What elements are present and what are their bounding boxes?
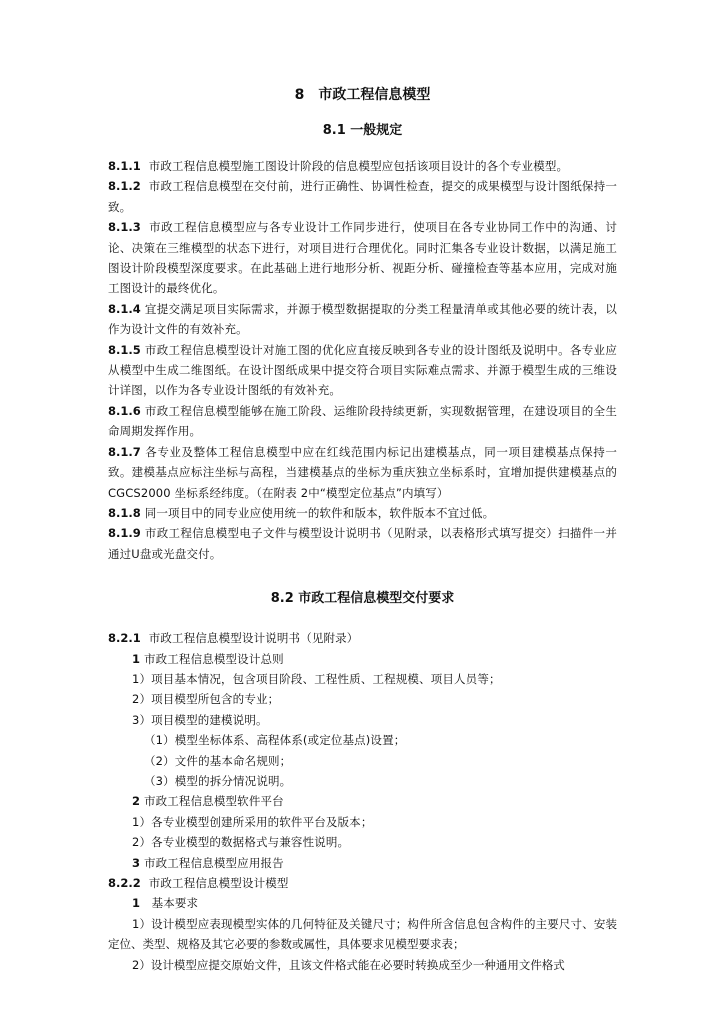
- clause-number: 8.1.8: [108, 505, 141, 520]
- clause-8-1-5: [108, 340, 617, 401]
- list-item: 2）设计模型应提交原始文件，且该文件格式能在必要时转换成至少一种通用文件格式: [132, 957, 565, 972]
- subclause-number: 1: [132, 896, 141, 911]
- subclause-text: 市政工程信息模型应用报告: [143, 855, 284, 870]
- clause-8-1-2: [108, 176, 617, 217]
- subclause-number: 2: [132, 794, 141, 809]
- clause-number: 8.2.2: [108, 876, 141, 890]
- clause-8-2-2: [108, 873, 617, 975]
- clause-8-1-1: [108, 156, 617, 176]
- clause-8-1-3: [108, 217, 617, 299]
- clause-number: 8.1.9: [108, 526, 141, 541]
- clause-text: 各专业及整体工程信息模型中应在红线范围内标记出建模基点，同一项目建模基点保持一致。建模基点应标注坐标与高程，当建模基点的坐标为重庆独立坐标系时，宜增加提供建模基点的CGCS2000 坐标系经纬度。（在附表 2中“模型定位基点”内填写）: [108, 444, 617, 500]
- clause-number: 8.1.2: [108, 179, 141, 194]
- subclause-title: [108, 893, 617, 913]
- subclause-text: 市政工程信息模型设计总则: [143, 651, 284, 666]
- clause-text: 宜提交满足项目实际需求，并源于模型数据提取的分类工程量清单或其他必要的统计表，以作为设计文件的有效补充。: [108, 301, 617, 337]
- subclause-text: 市政工程信息模型软件平台: [143, 794, 284, 809]
- list-subitem: （2）文件的基本命名规则；: [144, 753, 292, 768]
- clause-8-2-2-title: [108, 873, 617, 893]
- clause-8-2-1-title: [108, 628, 617, 648]
- clause-number: 8.1.4: [108, 301, 141, 316]
- subclause-text: 基本要求: [151, 896, 199, 911]
- section-heading-8-2: 8.2 市政工程信息模型交付要求: [270, 591, 455, 607]
- subclause-number: 1: [132, 651, 141, 666]
- clause-text: 市政工程信息模型施工图设计阶段的信息模型应包括该项目设计的各个专业模型。: [148, 159, 569, 173]
- subclause-title: [108, 791, 617, 811]
- clause-text: 市政工程信息模型能够在施工阶段、运维阶段持续更新，实现数据管理，在建设项目的全生命周期发挥作用。: [108, 403, 617, 439]
- clause-8-1-4: [108, 299, 617, 340]
- clause-number: 8.1.5: [108, 342, 141, 357]
- list-item: 2）项目模型所包含的专业；: [132, 692, 280, 707]
- clause-number: 8.1.1: [108, 159, 141, 173]
- list-item: 3）项目模型的建模说明。: [132, 712, 268, 727]
- clause-text: 市政工程信息模型应与各专业设计工作同步进行，使项目在各专业协同工作中的沟通、讨论、决策在三维模型的状态下进行，对项目进行合理优化。同时汇集各专业设计数据，以满足施工图设计阶段模型深度要求。在此基础上进行地形分析、视距分析、碰撞检查等基本应用，完成对施工图设计的最终优化。: [108, 220, 617, 296]
- clause-text: 市政工程信息模型设计对施工图的优化应直接反映到各专业的设计图纸及说明中。各专业应从模型中生成二维图纸。在设计图纸成果中提交符合项目实际难点需求、并源于模型生成的三维设计详图，以作为各专业设计图纸的有效补充。: [108, 342, 617, 398]
- chapter-title: 8 市政工程信息模型: [294, 87, 431, 103]
- clause-8-1-6: [108, 401, 617, 442]
- clause-number: 8.1.6: [108, 403, 141, 418]
- clause-list-8-1: [108, 156, 617, 564]
- list-subitem: （1）模型坐标体系、高程体系(或定位基点)设置；: [144, 733, 406, 748]
- clause-number: 8.2.1: [108, 631, 141, 646]
- clause-8-1-8: [108, 503, 617, 523]
- clause-number: 8.1.3: [108, 220, 141, 235]
- clause-8-1-9: [108, 523, 617, 564]
- list-item: 2）各专业模型的数据格式与兼容性说明。: [132, 835, 350, 850]
- clause-text: 市政工程信息模型在交付前，进行正确性、协调性检查，提交的成果模型与设计图纸保持一致。: [108, 179, 617, 214]
- clause-number: 8.1.7: [108, 444, 141, 459]
- clause-text: 市政工程信息模型设计模型: [148, 876, 289, 890]
- section-heading-8-1: 8.1 一般规定: [322, 123, 403, 138]
- subclause-title: [108, 853, 617, 873]
- clause-text: 市政工程信息模型设计说明书（见附录）: [148, 631, 359, 646]
- subclause-number: 3: [132, 855, 141, 870]
- list-subitem: （3）模型的拆分情况说明。: [144, 773, 292, 788]
- list-item: 1）各专业模型创建所采用的软件平台及版本；: [132, 814, 373, 829]
- subclause-title: [108, 649, 617, 669]
- clause-8-2-1: [108, 628, 617, 873]
- clause-8-1-7: [108, 442, 617, 503]
- clause-text: 市政工程信息模型电子文件与模型设计说明书（见附录，以表格形式填写提交）扫描件一并通过U盘或光盘交付。: [108, 526, 617, 561]
- clause-text: 同一项目中的同专业应使用统一的软件和版本，软件版本不宜过低。: [144, 505, 495, 520]
- list-item: 1）项目基本情况，包含项目阶段、工程性质、工程规模、项目人员等；: [132, 671, 501, 686]
- list-item: 1）设计模型应表现模型实体的几何特征及关键尺寸；构件所含信息包含构件的主要尺寸、安装定位、类型、规格及其它必要的参数或属性，具体要求见模型要求表；: [108, 916, 617, 952]
